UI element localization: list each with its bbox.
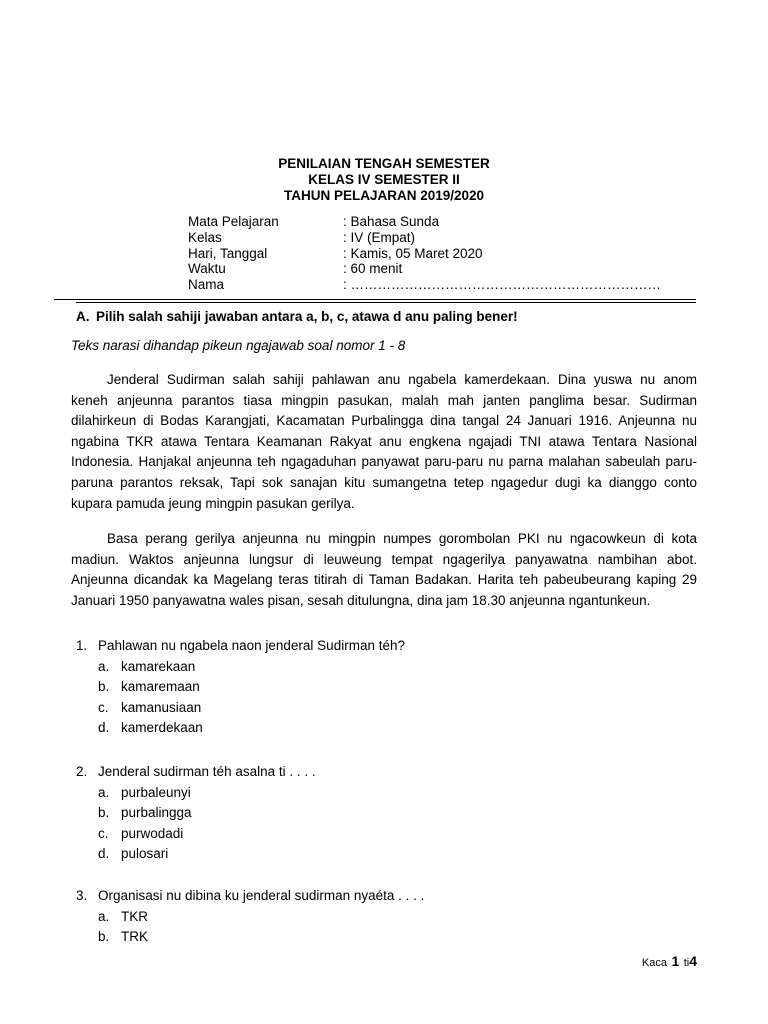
answer-option	[76, 907, 424, 928]
option-text: purbalingga	[121, 805, 192, 821]
narrative-paragraph-2	[71, 529, 697, 611]
question-prompt: Organisasi nu dibina ku jenderal sudirman nyaéta . . . .	[98, 888, 425, 903]
option-text: kamanusiaan	[121, 699, 202, 715]
info-row-subject	[188, 214, 668, 230]
answer-option	[76, 698, 405, 719]
question-number: 3.	[76, 888, 88, 903]
option-text: purbaleunyi	[121, 784, 191, 800]
student-info-block	[188, 214, 668, 293]
question-text	[76, 886, 424, 907]
info-label: Hari, Tanggal	[188, 245, 268, 261]
option-letter: c.	[98, 699, 109, 715]
paragraph-line: kupara pamuda jeung mingpin pasukan gerilya.	[71, 495, 355, 511]
paragraph-line: Januari 1950 panyawatna wales pisan, sesah ditulungna, dina jam 18.30 anjeunna ngantunkeun.	[71, 592, 651, 608]
option-letter: b.	[98, 679, 110, 695]
option-text: TRK	[121, 929, 148, 945]
info-label: Nama	[188, 277, 225, 293]
info-label: Kelas	[188, 229, 222, 245]
question-2	[76, 762, 316, 865]
page-footer	[642, 953, 697, 971]
question-1	[76, 636, 405, 739]
info-value: : IV (Empat)	[343, 229, 416, 245]
narrative-paragraph-1	[71, 370, 697, 514]
paragraph-line: Anjeunna dicandak ka Magelang teras titirah di Taman Badakan. Harita teh pabeubeurang kaping 29	[71, 572, 697, 588]
question-3	[76, 886, 424, 948]
paragraph-line: Basa perang gerilya anjeunna nu mingpin numpes gorombolan PKI nu ngacowkeun di kota	[107, 531, 697, 546]
answer-option	[76, 718, 405, 739]
header-divider-thick	[54, 299, 696, 300]
question-text	[76, 762, 316, 783]
school-year: TAHUN PELAJARAN 2019/2020	[283, 188, 485, 203]
option-text: purwodadi	[121, 825, 184, 841]
info-label: Waktu	[188, 261, 226, 277]
question-number: 2.	[76, 764, 88, 779]
footer-ti-label: ti	[683, 957, 690, 969]
question-number: 1.	[76, 638, 88, 653]
section-instruction-text: Pilih salah sahiji jawaban antara a, b, c, atawa d anu paling bener!	[96, 309, 518, 324]
paragraph-line: Jenderal Sudirman salah sahiji pahlawan anu ngabela kamerdekaan. Dina yuswa nu anom	[107, 372, 697, 387]
info-row-name	[188, 277, 668, 293]
option-letter: d.	[98, 720, 110, 736]
paragraph-line: Indonesia. Hanjakal anjeunna teh ngagaduhan panyawat paru-paru nu parna malahan sabeulah paru-	[71, 454, 697, 470]
option-letter: a.	[98, 658, 110, 674]
question-prompt: Pahlawan nu ngabela naon jenderal Sudirman téh?	[98, 638, 405, 653]
paragraph-line: paruna parantos reksak, Tapi sok sanajan kitu sumangetna tetep ngagedur dugi ka dianggo conto	[71, 474, 697, 490]
class-semester: KELAS IV SEMESTER II	[308, 172, 460, 187]
answer-option	[76, 927, 424, 948]
footer-kaca-label: Kaca	[641, 957, 667, 969]
option-text: kamerdekaan	[121, 720, 203, 736]
footer-total-pages: 4	[689, 953, 697, 969]
answer-option	[76, 657, 405, 678]
info-row-date	[188, 246, 668, 262]
option-letter: a.	[98, 908, 110, 924]
answer-option	[76, 783, 316, 804]
answer-option	[76, 824, 316, 845]
option-letter: c.	[98, 825, 109, 841]
name-fill-line: : ……………………………………………………………	[343, 277, 662, 293]
option-letter: d.	[98, 846, 110, 862]
info-value: : 60 menit	[343, 261, 403, 277]
paragraph-line: ngabina TKR atawa Tentara Keamanan Rakyat anu engkena ngajadi TNI atawa Tentara Nasional	[71, 433, 697, 449]
answer-option	[76, 844, 316, 865]
section-a-instruction	[76, 309, 518, 324]
section-letter: A.	[76, 309, 90, 324]
paragraph-line: dilahirkeun di Bodas Karangjati, Kacamatan Purbalingga dina tangal 24 Januari 1916. Anjeunna nu	[71, 413, 697, 429]
paragraph-line: madiun. Waktos anjeunna lungsur di leuweung tempat ngagerilya panyawatna nambihan abot.	[71, 551, 697, 567]
info-label: Mata Pelajaran	[188, 214, 279, 229]
question-prompt: Jenderal sudirman téh asalna ti . . . .	[98, 764, 316, 779]
info-value: : Bahasa Sunda	[343, 214, 440, 229]
option-text: TKR	[121, 908, 148, 924]
info-row-class	[188, 230, 668, 246]
footer-page-number: 1	[671, 953, 680, 969]
narrative-intro: Teks narasi dihandap pikeun ngajawab soal nomor 1 - 8	[71, 338, 406, 353]
question-text	[76, 636, 405, 657]
answer-option	[76, 803, 316, 824]
option-letter: b.	[98, 929, 110, 945]
option-text: kamaremaan	[121, 679, 200, 695]
option-letter: b.	[98, 805, 110, 821]
header-divider-thin	[76, 302, 696, 303]
info-value: : Kamis, 05 Maret 2020	[343, 245, 483, 261]
exam-title: PENILAIAN TENGAH SEMESTER	[278, 156, 490, 171]
option-letter: a.	[98, 784, 110, 800]
info-row-time	[188, 261, 668, 277]
option-text: pulosari	[121, 846, 169, 862]
answer-option	[76, 677, 405, 698]
option-text: kamarekaan	[121, 658, 196, 674]
paragraph-line: keneh anjeunna parantos tiasa mingpin pasukan, malah mah janten panglima besar. Sudirman	[71, 392, 697, 408]
